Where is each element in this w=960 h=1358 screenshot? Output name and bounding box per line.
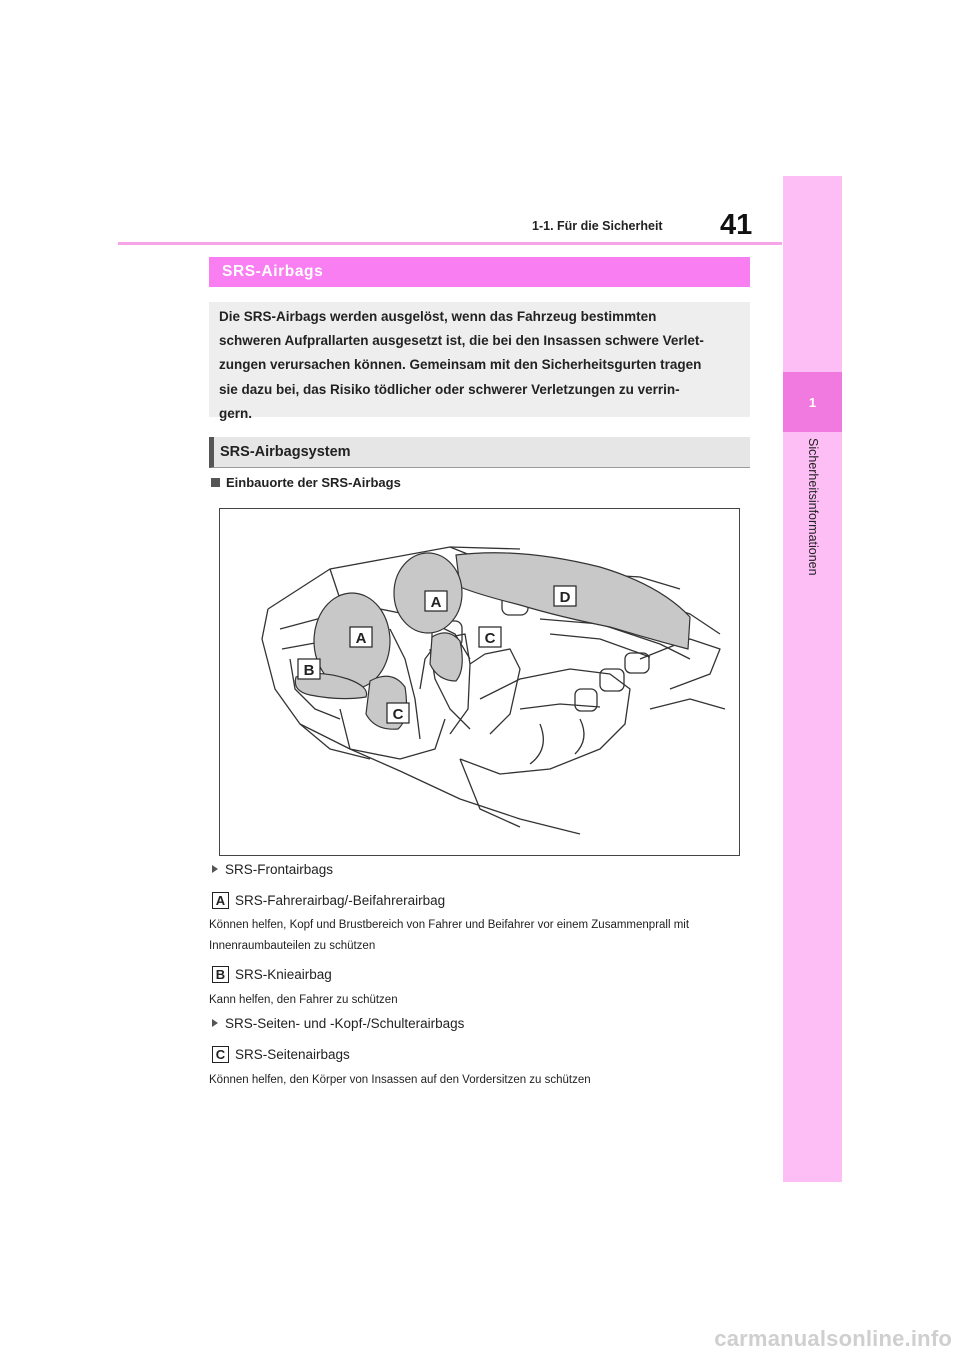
section-reference: 1-1. Für die Sicherheit <box>532 219 663 233</box>
item-a-description <box>209 915 754 956</box>
front-airbags-group <box>212 862 333 877</box>
watermark-text: carmanualsonline.info <box>714 1326 952 1351</box>
letter-c-box: C <box>212 1046 229 1063</box>
triangle-bullet-icon <box>212 1019 218 1027</box>
chapter-side-tab <box>783 176 842 1182</box>
side-airbags-group-label: SRS-Seiten- und -Kopf-/Schulterairbags <box>225 1016 465 1031</box>
item-b-description: Kann helfen, den Fahrer zu schützen <box>209 994 398 1006</box>
intro-line: zungen verursachen können. Gemeinsam mit den Sicherheitsgurten tragen <box>219 357 702 373</box>
figure-label: D <box>559 589 571 606</box>
intro-line: gern. <box>219 405 253 421</box>
item-b-label: SRS-Knieairbag <box>235 967 332 982</box>
item-c <box>212 1046 350 1063</box>
item-a-desc-line: Können helfen, Kopf und Brustbereich von Fahrer und Beifahrer vor einem Zusammenprall mit <box>209 919 690 931</box>
item-a <box>212 892 445 909</box>
section-title-bar: SRS-Airbags <box>209 257 750 287</box>
figure-label: C <box>484 630 496 647</box>
side-airbags-group <box>212 1016 464 1031</box>
figure-label: B <box>303 662 315 679</box>
passenger-side-airbag <box>430 633 462 681</box>
triangle-bullet-icon <box>212 865 218 873</box>
page-number: 41 <box>720 209 753 241</box>
intro-line: Die SRS-Airbags werden ausgelöst, wenn das Fahrzeug bestimmten <box>219 309 657 324</box>
subsection-title-bar: SRS-Airbagsystem <box>209 437 750 468</box>
item-a-label: SRS-Fahrerairbag/-Beifahrerairbag <box>235 893 446 908</box>
intro-box <box>209 302 750 421</box>
figure-label: A <box>355 630 367 647</box>
intro-line: sie dazu bei, das Risiko tödlicher oder schwerer Verletzungen zu verrin- <box>219 381 680 397</box>
letter-a-box: A <box>212 892 229 909</box>
front-airbags-group-label: SRS-Frontairbags <box>225 862 334 877</box>
item-c-description: Können helfen, den Körper von Insassen auf den Vordersitzen zu schützen <box>209 1074 591 1086</box>
airbag-location-figure <box>219 508 740 856</box>
item-b <box>212 966 332 983</box>
car-interior-illustration <box>220 509 739 855</box>
install-heading-text: Einbauorte der SRS-Airbags <box>226 475 401 490</box>
figure-label: A <box>430 594 442 611</box>
item-a-desc-line: Innenraumbauteilen zu schützen <box>209 939 376 952</box>
item-c-label: SRS-Seitenairbags <box>235 1047 350 1062</box>
letter-b-box: B <box>212 966 229 983</box>
square-bullet-icon <box>211 478 220 487</box>
chapter-number-box[interactable]: 1 <box>783 372 842 432</box>
figure-label: C <box>392 706 404 723</box>
intro-line: schweren Aufprallarten ausgesetzt ist, die bei den Insassen schwere Verlet- <box>219 333 704 349</box>
chapter-label: Sicherheitsinformationen <box>806 438 820 576</box>
install-heading <box>211 475 401 490</box>
header-divider <box>118 242 782 245</box>
